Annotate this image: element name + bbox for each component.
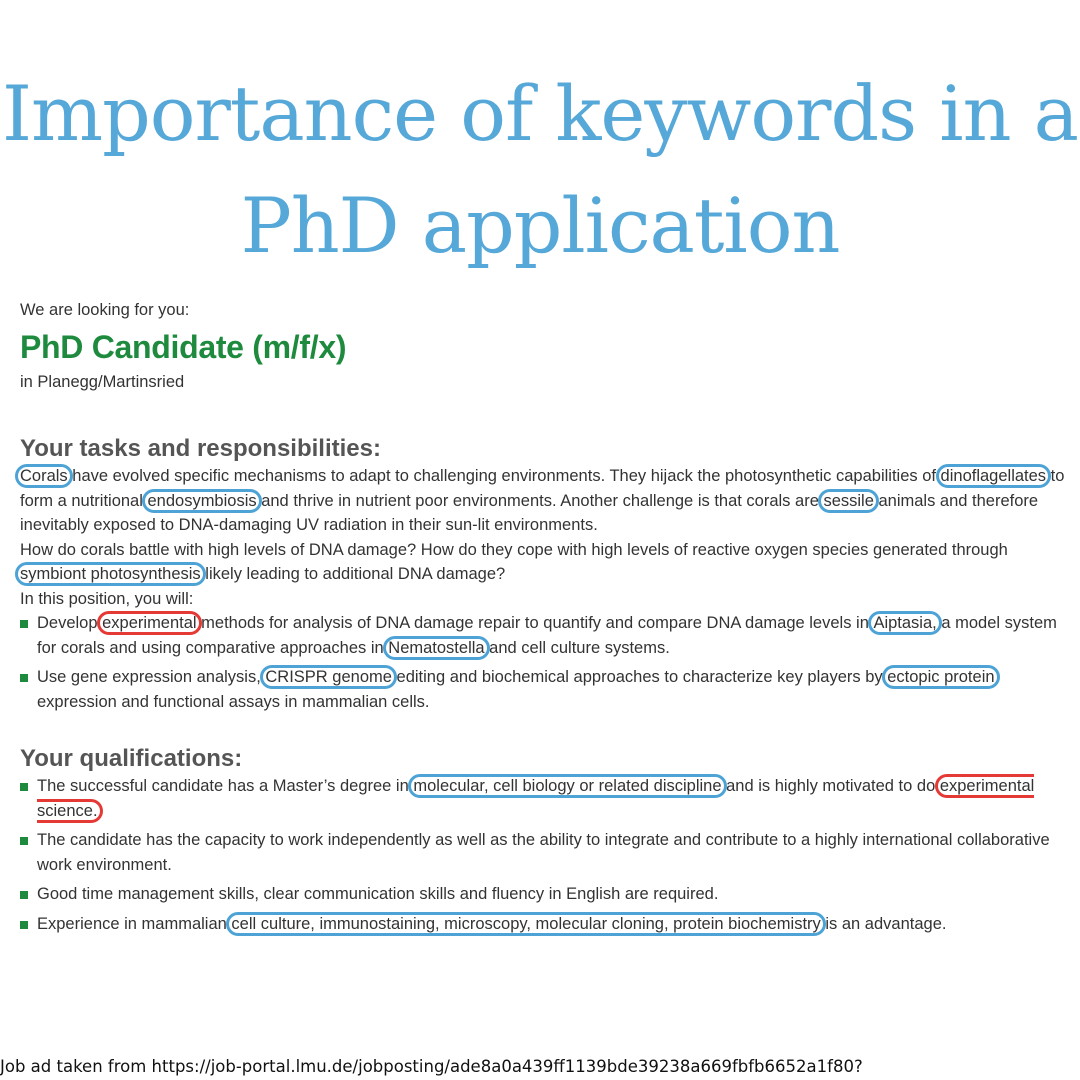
keyword-highlight: ectopic protein [882, 665, 999, 689]
bullet-square-icon [20, 783, 28, 791]
list-item-text: Develop [37, 614, 103, 632]
page-title-line-2: PhD application [240, 181, 840, 270]
list-item-text: Good time management skills, clear communication skills and fluency in English are required. [37, 885, 719, 903]
keyword-highlight: symbiont photosynthesis [15, 562, 206, 586]
qualifications-list [20, 774, 1070, 936]
paragraph-text: have evolved specific mechanisms to adapt to challenging environments. They hijack the photosynthetic capabilities of [67, 467, 941, 485]
page-title-line-1: Importance of keywords in a [1, 69, 1078, 158]
source-caption: Job ad taken from https://job-portal.lmu.de/jobposting/ade8a0a439ff1139bde39238a669fbfb6652a1f80? [0, 1057, 863, 1076]
qualifications-heading: Your qualifications: [20, 745, 243, 772]
paragraph-text: How do corals battle with high levels of DNA damage? How do they cope with high levels of reactive oxygen species generated through [20, 540, 1008, 559]
page-title [0, 58, 1080, 282]
bullet-square-icon [20, 837, 28, 845]
list-item [20, 828, 1070, 877]
list-item-text: Use gene expression analysis, [37, 668, 266, 686]
list-item-text: The successful candidate has a Master’s degree in [37, 777, 414, 795]
paragraph-text: likely leading to additional DNA damage? [200, 565, 506, 583]
keyword-highlight: Corals [15, 464, 73, 488]
job-location: in Planegg/Martinsried [20, 373, 185, 391]
tasks-heading: Your tasks and responsibilities: [20, 435, 381, 462]
list-item [20, 665, 1070, 714]
list-item-text: and cell culture systems. [484, 638, 670, 657]
paragraph-text: and thrive in nutrient poor environments. Another challenge is that corals are [256, 491, 824, 510]
list-item-text: editing and biochemical approaches to characterize key players by [391, 668, 888, 686]
list-item [20, 882, 1070, 907]
bullet-square-icon [20, 620, 28, 628]
keyword-highlight: cell culture, immunostaining, microscopy, molecular cloning, protein biochemistry [226, 912, 825, 936]
keyword-highlight: CRISPR genome [260, 665, 397, 689]
list-item-text: is an advantage. [820, 914, 947, 933]
position-intro: In this position, you will: [20, 589, 194, 608]
keyword-highlight: endosymbiosis [142, 489, 261, 513]
list-item [20, 912, 1070, 937]
list-item-text: a model system for corals and using comparative approaches in [37, 614, 1057, 657]
bullet-square-icon [20, 921, 28, 929]
paragraph-text: to form a nutritional [20, 467, 1065, 510]
keyword-highlight: Nematostella [383, 636, 489, 660]
keyword-highlight: dinoflagellates [936, 464, 1052, 488]
keyword-highlight-red: experimental [97, 611, 201, 635]
keyword-highlight: sessile [818, 489, 878, 513]
tasks-list [20, 611, 1070, 714]
keyword-highlight: molecular, cell biology or related discipline [408, 774, 726, 798]
tasks-paragraph-2 [20, 538, 1070, 587]
list-item [20, 774, 1070, 823]
looking-for-text: We are looking for you: [20, 301, 190, 319]
list-item-text: methods for analysis of DNA damage repair to quantify and compare DNA damage levels in [196, 614, 874, 632]
keyword-highlight: Aiptasia, [868, 611, 941, 635]
paragraph-text: animals and therefore inevitably exposed to DNA-damaging UV radiation in their sun-lit environments. [20, 491, 1039, 534]
list-item-text: The candidate has the capacity to work independently as well as the ability to integrate and contribute to a highly international collaborative work environment. [37, 831, 1050, 874]
bullet-square-icon [20, 674, 28, 682]
list-item-text: Experience in mammalian [37, 914, 232, 933]
keyword-highlight-red: experimental science. [37, 774, 1034, 823]
list-item-text: expression and functional assays in mammalian cells. [37, 692, 430, 711]
job-ad-screenshot [20, 298, 1070, 936]
job-title: PhD Candidate (m/f/x) [20, 329, 347, 365]
bullet-square-icon [20, 891, 28, 899]
tasks-paragraph-1 [20, 464, 1070, 538]
list-item [20, 611, 1070, 660]
list-item-text: and is highly motivated to do [721, 777, 940, 795]
